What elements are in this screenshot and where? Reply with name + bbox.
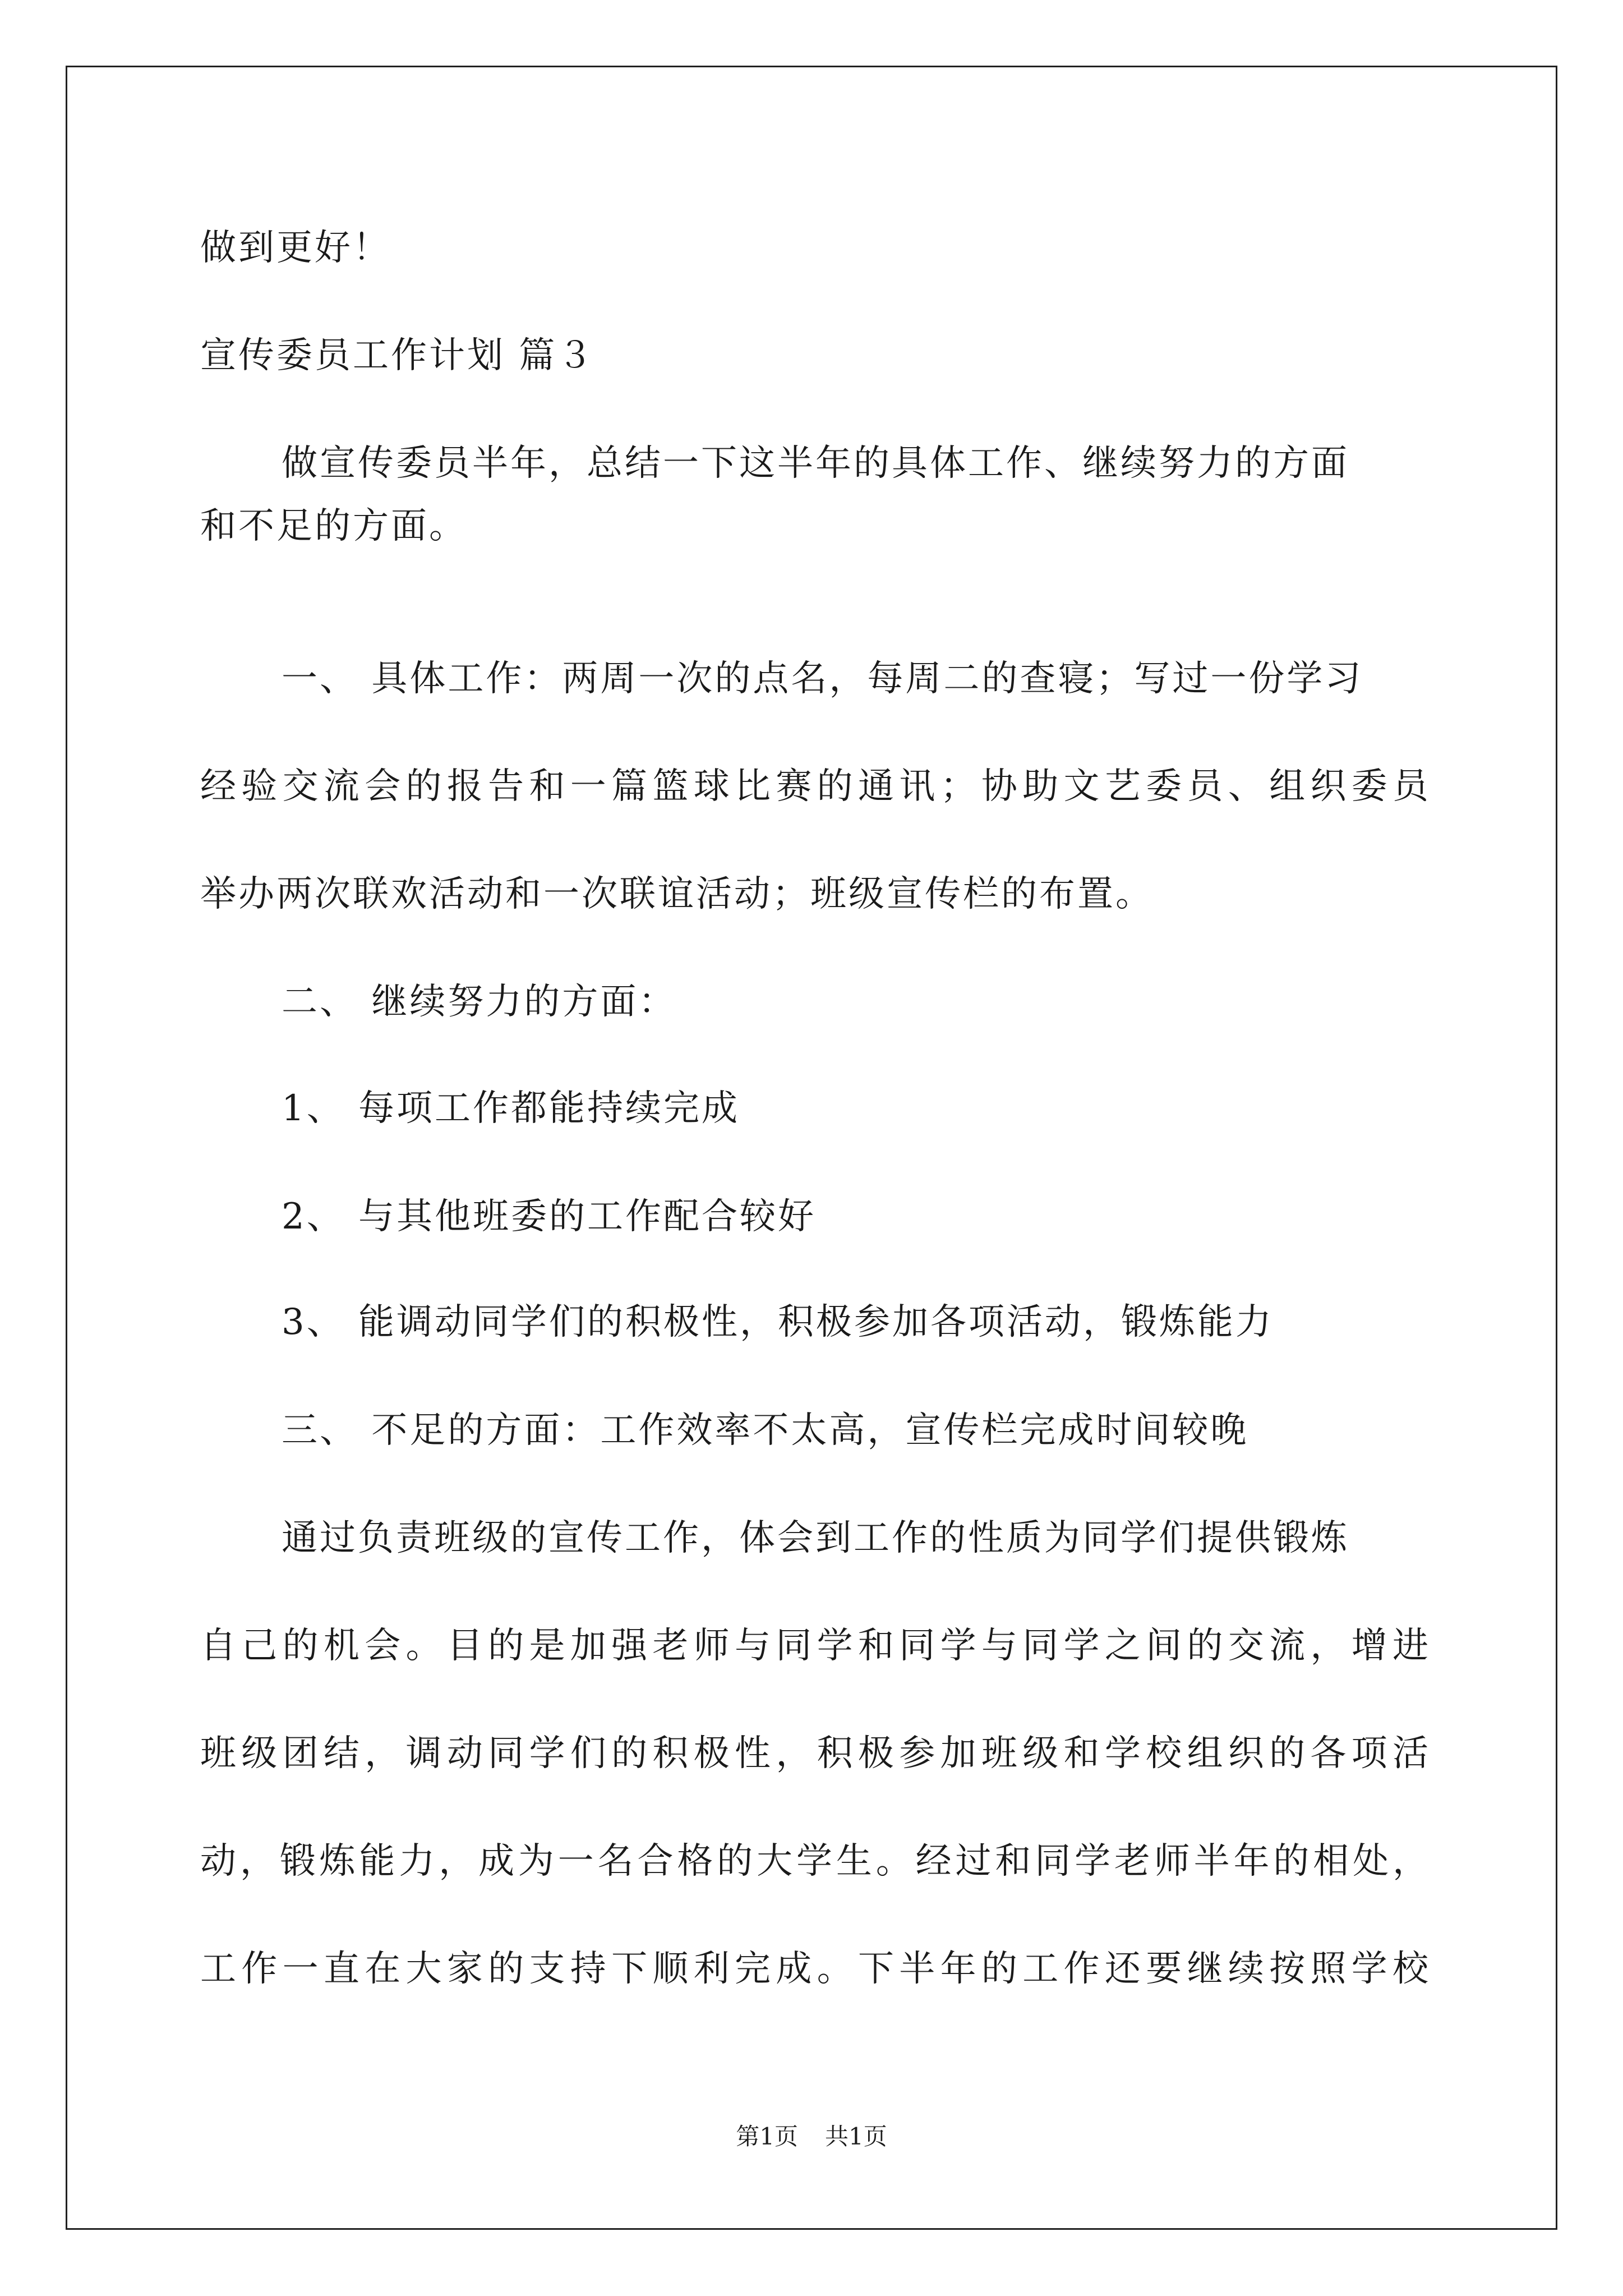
text-line: 通过负责班级的宣传工作，体会到工作的性质为同学们提供锻炼 <box>282 1517 1349 1559</box>
text-line: 经验交流会的报告和一篇篮球比赛的通讯；协助文艺委员、组织委员 <box>200 766 1428 807</box>
list-item-3: 三、 不足的方面：工作效率不太高，宣传栏完成时间较晚 <box>282 1410 1249 1451</box>
sub-item-3: 3、 能调动同学们的积极性，积极参加各项活动，锻炼能力 <box>282 1301 1274 1343</box>
text-line: 自己的机会。目的是加强老师与同学和同学与同学之间的交流，增进 <box>200 1625 1428 1667</box>
list-item-1: 一、 具体工作：两周一次的点名，每周二的查寝；写过一份学习 <box>282 658 1363 700</box>
text-line: 动，锻炼能力，成为一名合格的大学生。经过和同学老师半年的相处， <box>200 1841 1428 1882</box>
sub-item-1: 1、 每项工作都能持续完成 <box>282 1088 740 1129</box>
page-border <box>66 66 1557 2230</box>
text-line: 举办两次联欢活动和一次联谊活动；班级宣传栏的布置。 <box>200 873 1154 915</box>
section-heading: 宣传委员工作计划 篇３ <box>200 335 596 376</box>
text-line: 班级团结，调动同学们的积极性，积极参加班级和学校组织的各项活 <box>200 1733 1428 1774</box>
text-line-continuation: 做到更好！ <box>200 227 391 269</box>
page-footer <box>0 2125 1623 2148</box>
text-line: 和不足的方面。 <box>200 505 467 547</box>
text-line: 做宣传委员半年，总结一下这半年的具体工作、继续努力的方面 <box>282 443 1349 484</box>
list-item-2: 二、 继续努力的方面： <box>282 981 677 1023</box>
page-total: 共1页 <box>825 2123 887 2150</box>
page-number: 第1页 <box>736 2123 798 2150</box>
text-line: 工作一直在大家的支持下顺利完成。下半年的工作还要继续按照学校 <box>200 1948 1428 1990</box>
sub-item-2: 2、 与其他班委的工作配合较好 <box>282 1196 817 1237</box>
